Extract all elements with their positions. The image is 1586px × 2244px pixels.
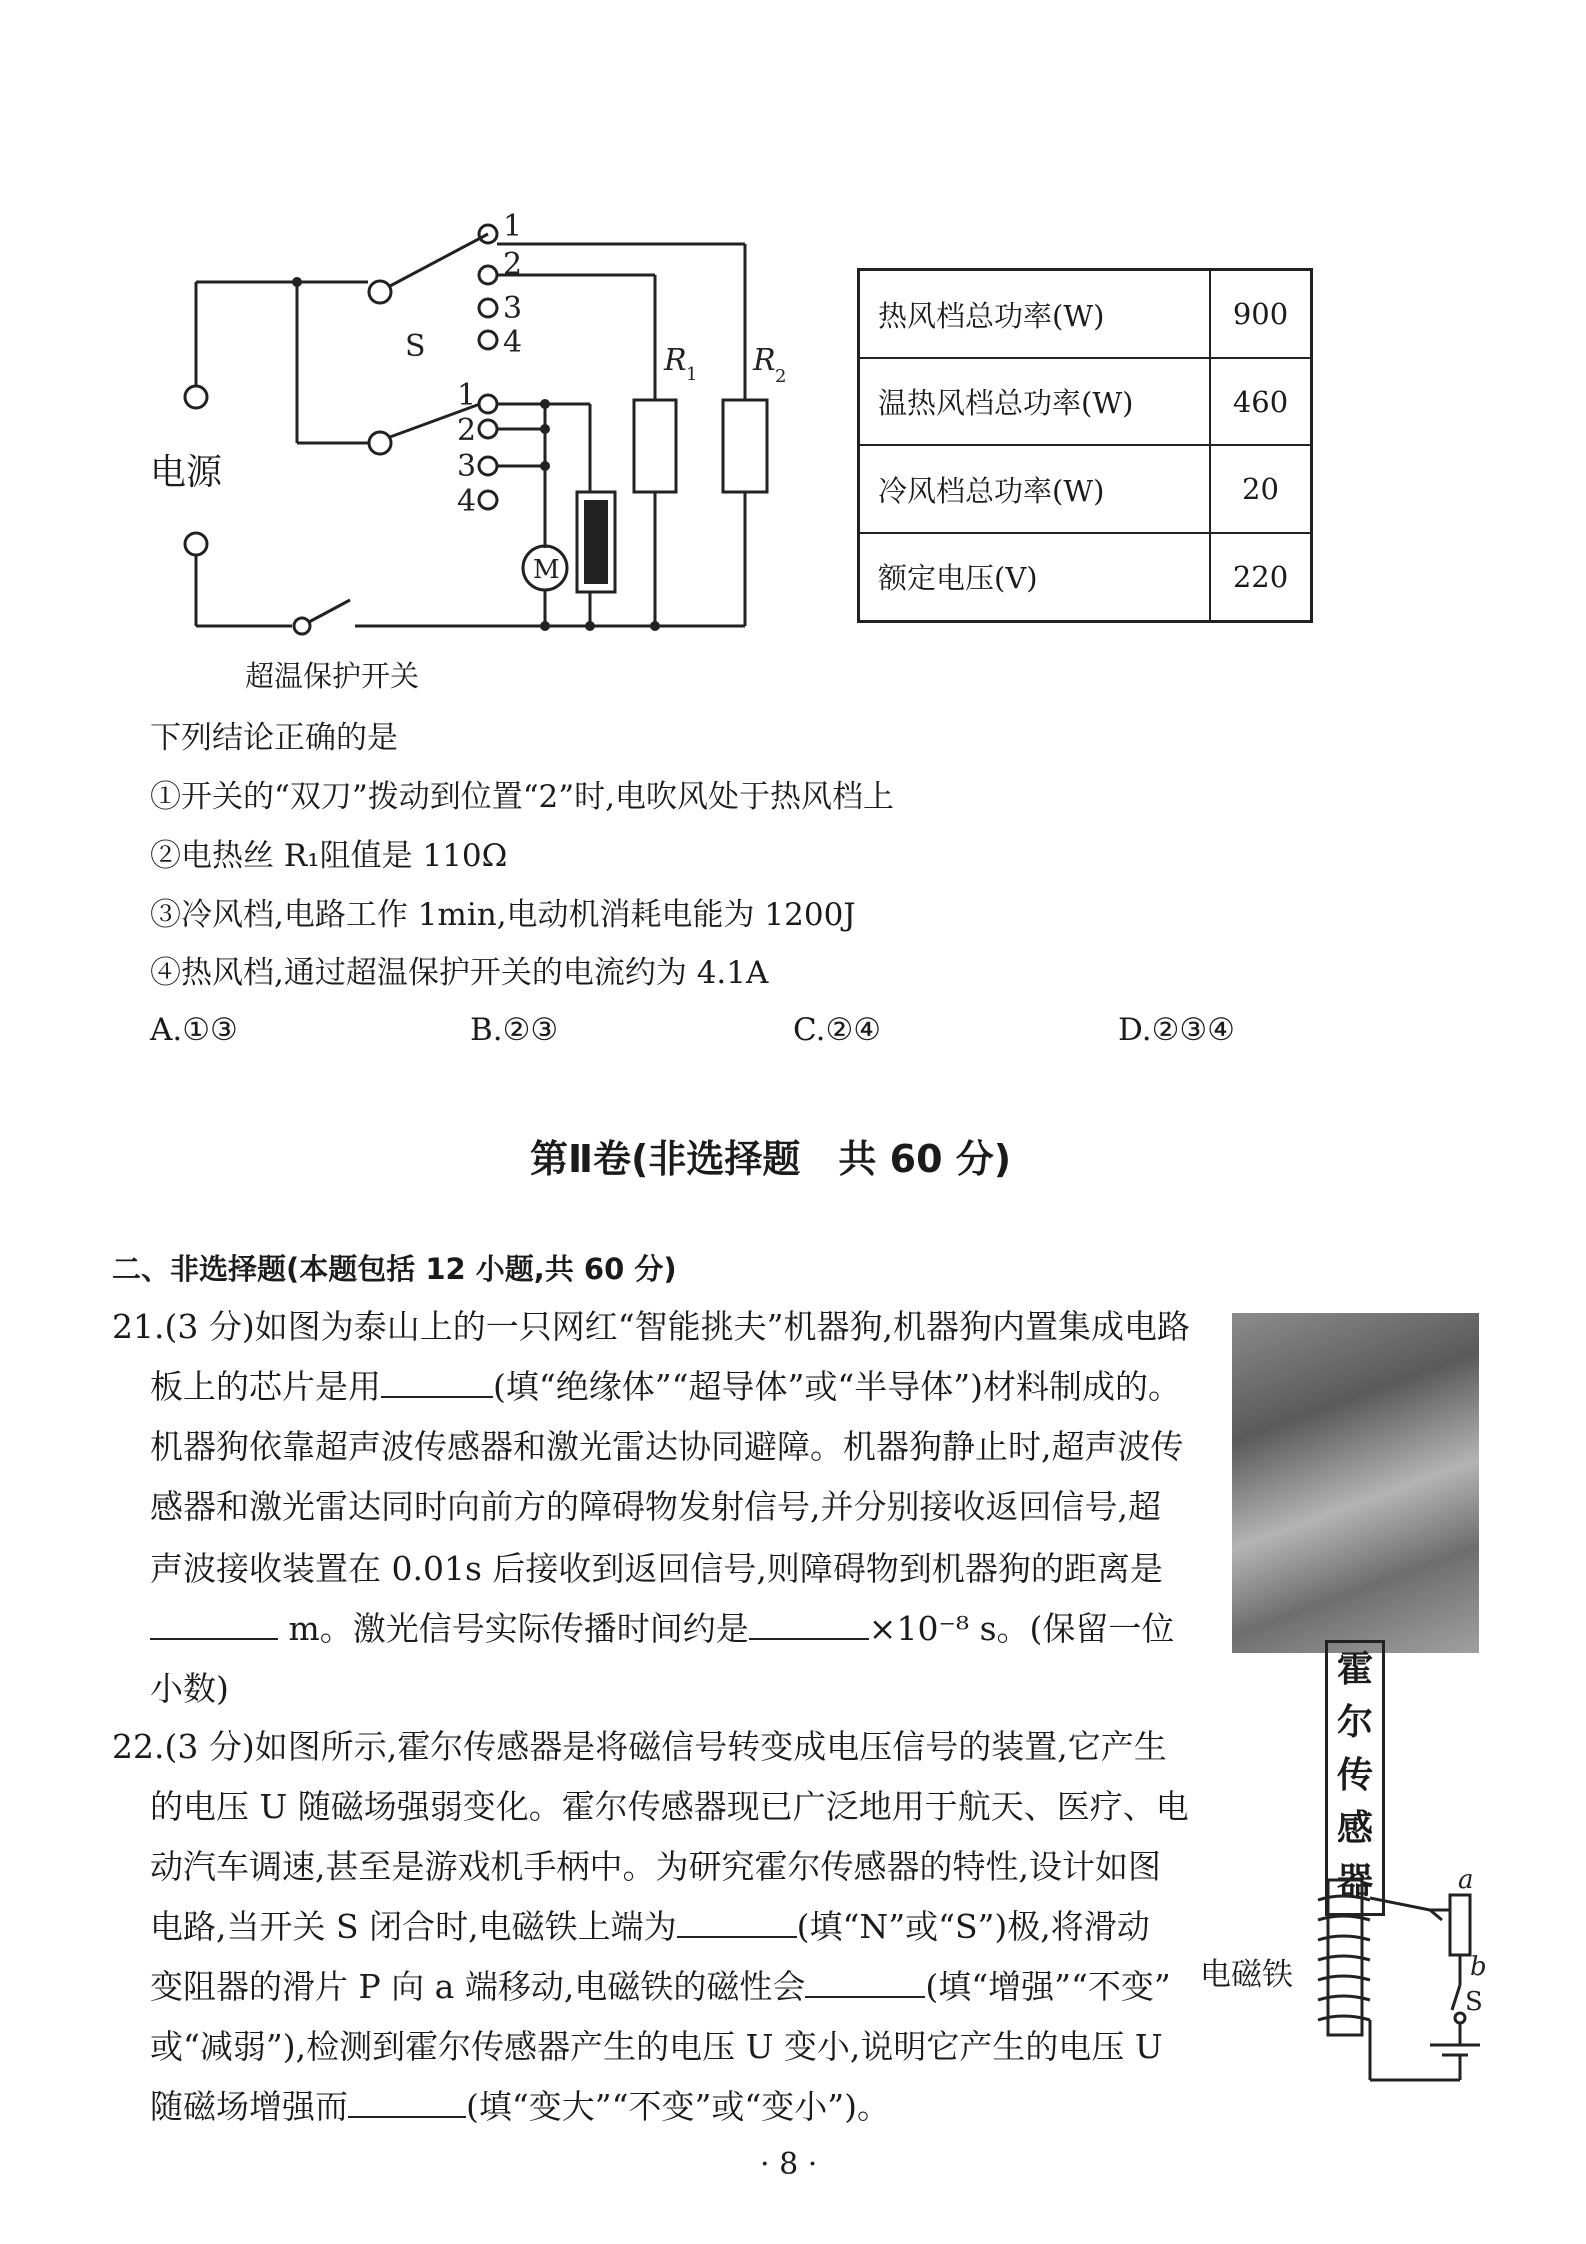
robot-dog-photo [1232,1313,1479,1653]
q22-line: 动汽车调速,甚至是游戏机手柄中。为研究霍尔传感器的特性,设计如图 [150,1847,1161,1886]
q22-line: 或“减弱”),检测到霍尔传感器产生的电压 U 变小,说明它产生的电压 U [150,2027,1163,2066]
q22-text: (填“变大”“不变”或“变小”)。 [466,2087,890,2126]
table-row [859,358,1312,445]
overheat-switch-label: 超温保护开关 [245,659,420,693]
q20-option-c: C.②④ [793,1012,882,1048]
r1-subscript: 1 [686,364,698,385]
answer-blank[interactable] [677,1936,797,1938]
r1-label: R [664,343,687,378]
q22-text: 电路,当开关 S 闭合时,电磁铁上端为 [150,1907,677,1946]
table-cell: 900 [1210,270,1312,359]
table-cell: 热风档总功率(W) [859,270,1211,359]
answer-blank[interactable] [150,1638,278,1640]
q21-line: 机器狗依靠超声波传感器和激光雷达协同避障。机器狗静止时,超声波传 [150,1427,1184,1466]
terminal-b-label: b [1470,1952,1487,1982]
q20-stem: 下列结论正确的是 [150,720,398,756]
r2-subscript: 2 [775,366,787,387]
q21-text: (填“绝缘体”“超导体”或“半导体”)材料制成的。 [493,1367,1181,1406]
table-cell: 20 [1210,445,1312,532]
table-cell: 冷风档总功率(W) [859,445,1211,532]
contact-label: 2 [503,247,523,282]
hall-char: 尔 [1336,1702,1373,1743]
q21-text: ×10⁻⁸ s。(保留一位 [868,1609,1175,1648]
contact-label: 3 [457,449,477,484]
hall-char: 霍 [1336,1649,1373,1690]
q22-line [150,2087,890,2126]
terminal-a-label: a [1458,1865,1474,1895]
q20-statement: ③冷风档,电路工作 1min,电动机消耗电能为 1200J [150,897,856,933]
answer-blank[interactable] [348,2116,466,2118]
q21-line: 声波接收装置在 0.01s 后接收到返回信号,则障碍物到机器狗的距离是 [150,1549,1163,1588]
contact-label: 2 [457,413,477,448]
q22-line: 22.(3 分)如图所示,霍尔传感器是将磁信号转变成电压信号的装置,它产生 [112,1727,1167,1766]
page-number: · 8 · [760,2147,818,2182]
q20-option-b: B.②③ [470,1012,559,1048]
q22-text: 随磁场增强而 [150,2087,348,2126]
r2-label: R [753,343,776,378]
q20-option-d: D.②③④ [1118,1012,1235,1048]
power-source-label: 电源 [150,452,223,493]
q20-statement: ②电热丝 R₁阻值是 110Ω [150,838,508,874]
hall-char: 感 [1336,1808,1373,1849]
answer-blank[interactable] [805,1996,925,1998]
q21-line: 21.(3 分)如图为泰山上的一只网红“智能挑夫”机器狗,机器狗内置集成电路 [112,1307,1190,1346]
switch-s-label: S [1465,1987,1483,2017]
answer-blank[interactable] [749,1638,869,1640]
q22-line [150,1967,1171,2006]
q22-text: (填“N”或“S”)极,将滑动 [796,1907,1150,1946]
q20-statement: ④热风档,通过超温保护开关的电流约为 4.1A [150,955,769,991]
hair-dryer-circuit-diagram [140,200,840,640]
table-cell: 460 [1210,358,1312,445]
q21-line [150,1609,1175,1648]
answer-blank[interactable] [381,1396,493,1398]
table-cell: 额定电压(V) [859,533,1211,622]
q22-line [150,1907,1150,1946]
hall-char: 器 [1336,1861,1373,1902]
q21-text: m。激光信号实际传播时间约是 [288,1609,749,1648]
q21-line: 感器和激光雷达同时向前方的障碍物发射信号,并分别接收返回信号,超 [150,1487,1161,1526]
q21-line: 小数) [150,1669,229,1708]
table-row [859,533,1312,622]
q20-statement: ①开关的“双刀”拨动到位置“2”时,电吹风处于热风档上 [150,779,894,815]
q21-text: 板上的芯片是用 [150,1367,381,1406]
contact-label: 1 [457,378,477,413]
motor-label: M [533,555,560,585]
electromagnet-label: 电磁铁 [1200,1957,1293,1993]
q22-line: 的电压 U 随磁场强弱变化。霍尔传感器现已广泛地用于航天、医疗、电 [150,1787,1189,1826]
table-cell: 220 [1210,533,1312,622]
q20-option-a: A.①③ [150,1012,238,1048]
q22-text: 变阻器的滑片 P 向 a 端移动,电磁铁的磁性会 [150,1967,806,2006]
section-title: 第Ⅱ卷(非选择题 共 60 分) [530,1137,1012,1181]
power-rating-table [857,268,1313,623]
hall-sensor-circuit-diagram [1300,1860,1510,2090]
part-heading: 二、非选择题(本题包括 12 小题,共 60 分) [112,1252,677,1286]
table-row [859,445,1312,532]
switch-label: S [405,329,426,364]
contact-label: 1 [503,209,523,244]
table-cell: 温热风档总功率(W) [859,358,1211,445]
contact-label: 4 [503,325,523,360]
contact-label: 4 [457,484,477,519]
hall-char: 传 [1336,1755,1373,1796]
q22-text: (填“增强”“不变” [925,1967,1171,2006]
q21-line [150,1367,1181,1406]
contact-label: 3 [503,291,523,326]
table-row [859,270,1312,359]
